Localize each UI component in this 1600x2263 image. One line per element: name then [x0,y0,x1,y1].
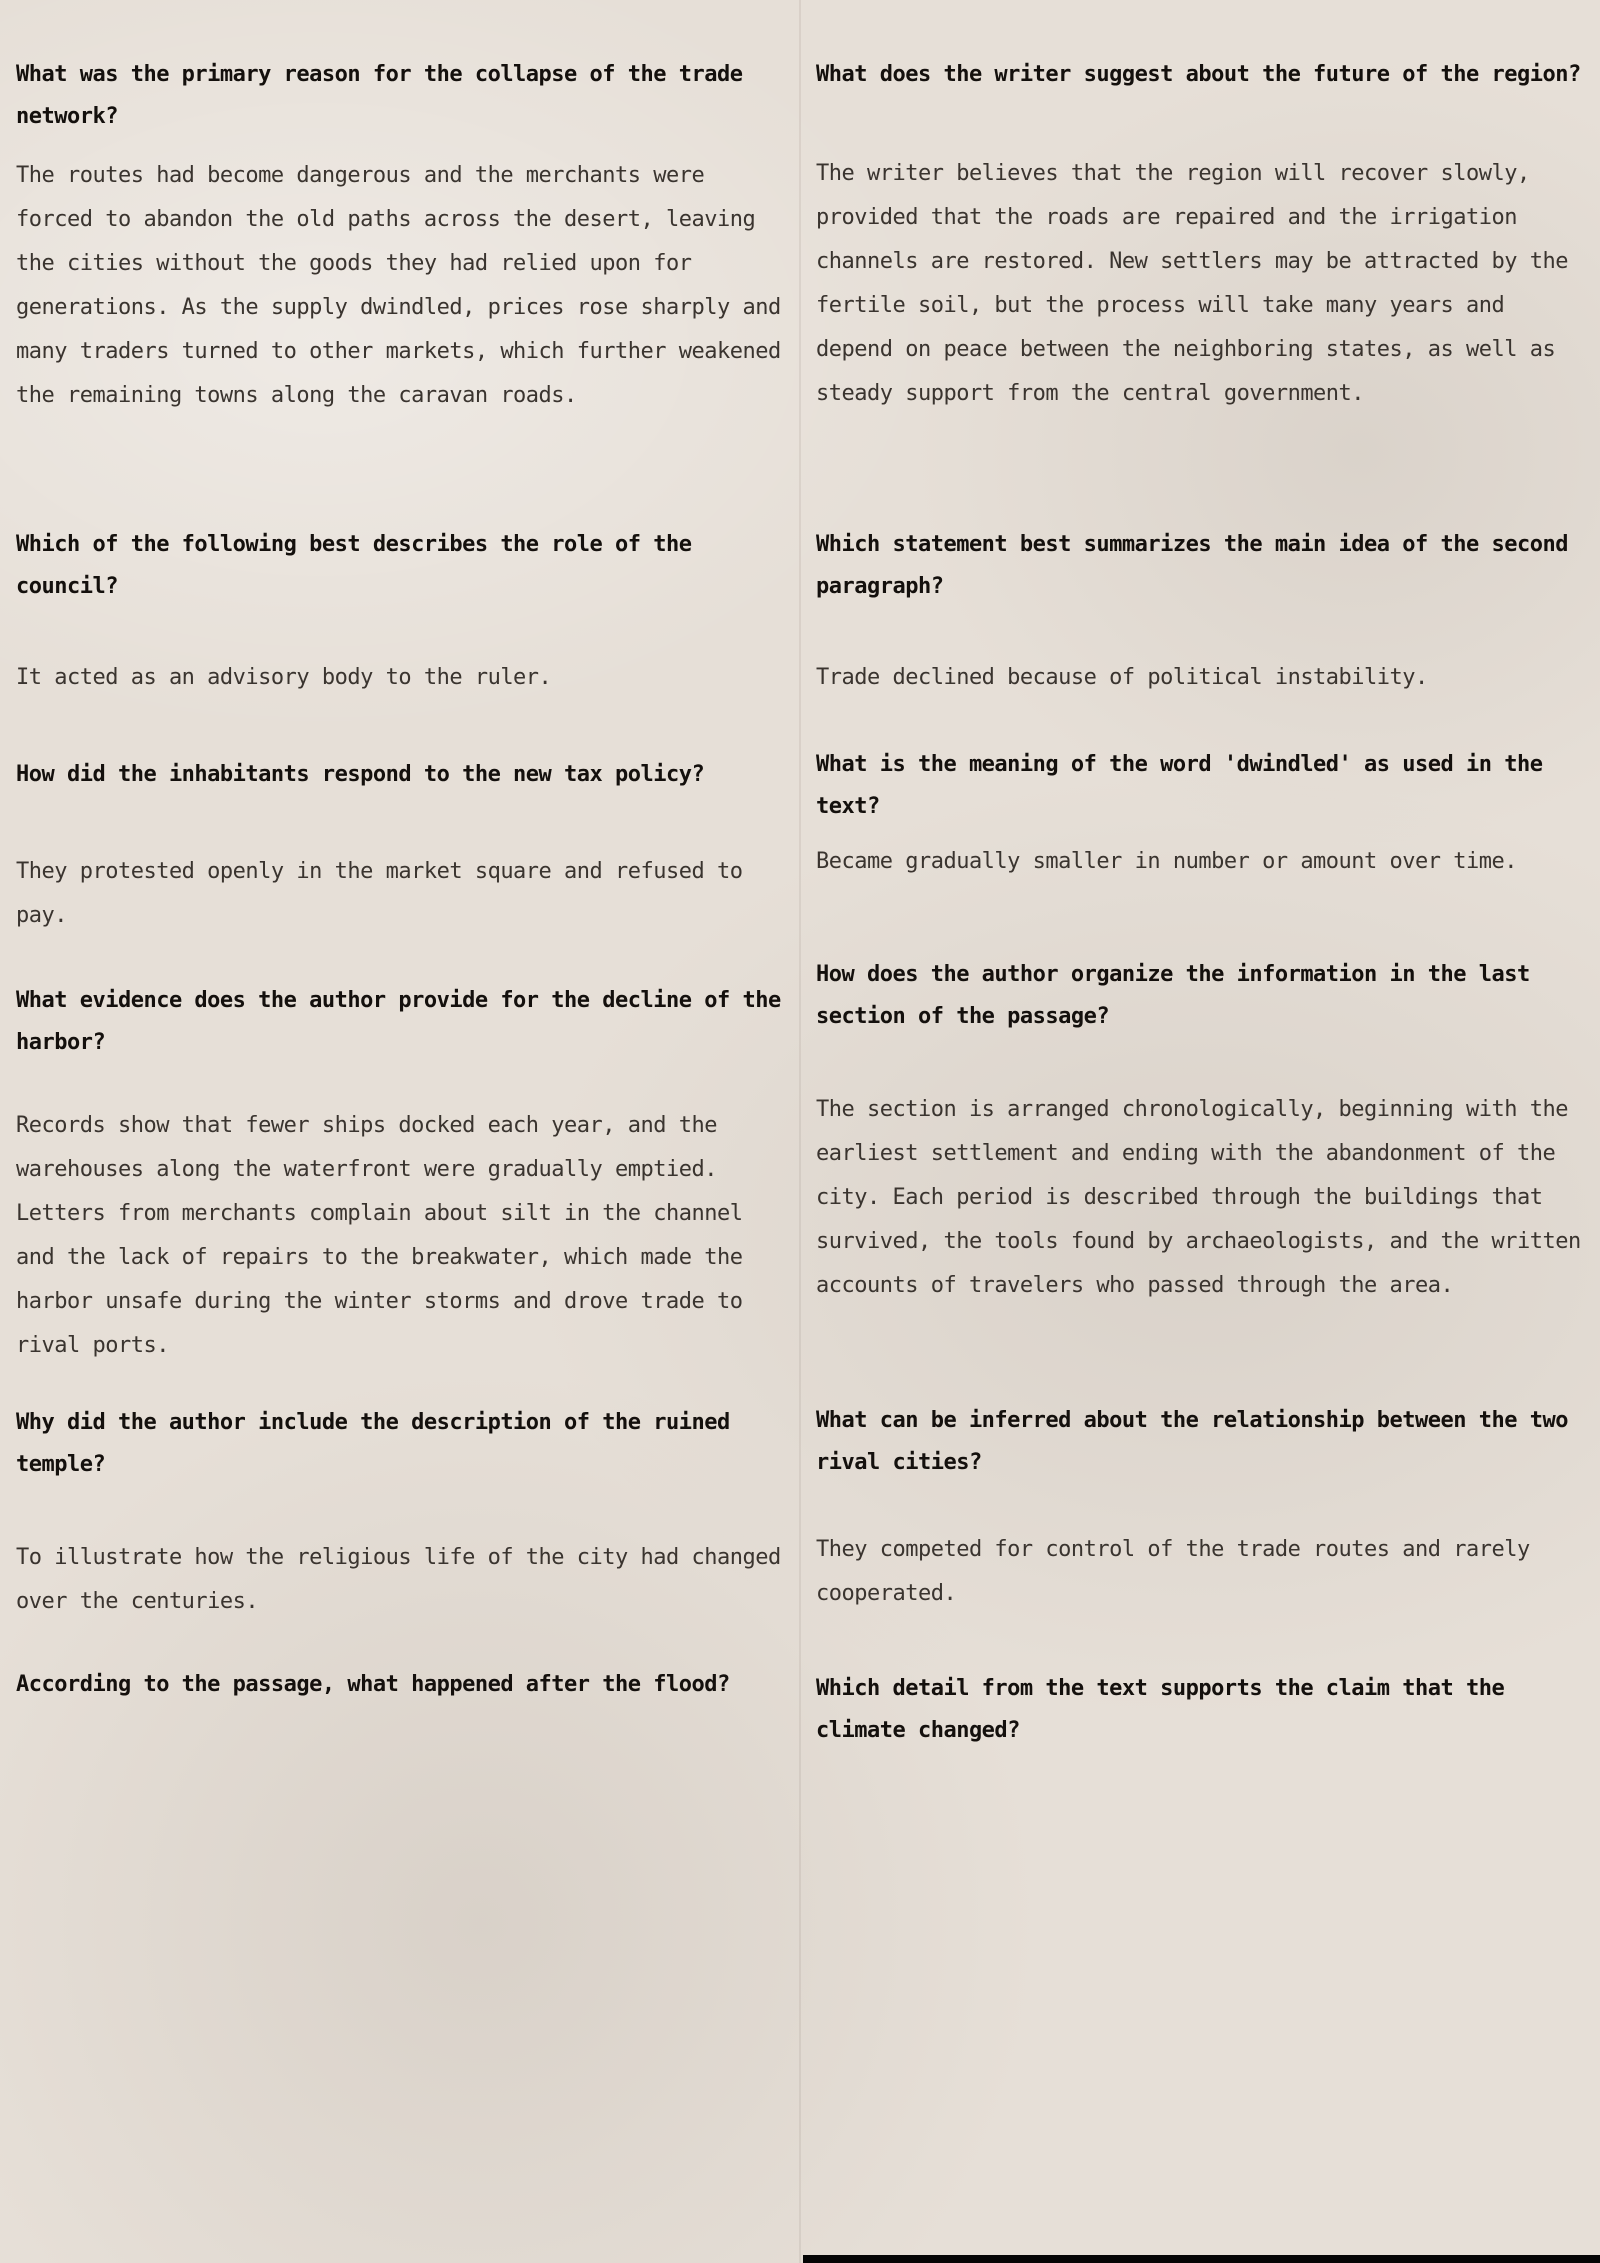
qa-item [16,980,786,1064]
qa-item [816,54,1586,96]
question-text: Why did the author include the description of the ruined temple? [16,1410,730,1477]
qa-item [16,524,786,608]
question-text: Which statement best summarizes the main idea of the second paragraph? [816,532,1568,599]
question-text: What is the meaning of the word 'dwindled' as used in the text? [816,752,1543,819]
answer-text: Records show that fewer ships docked each year, and the warehouses along the waterfront were gradually emptied. Letters from merchants complain about silt in the channel and the lack of repairs to the breakwater, which made the harbor unsafe during the winter storms and drove trade to rival ports. [16,1113,743,1358]
answer-text: They competed for control of the trade routes and rarely cooperated. [816,1537,1530,1606]
qa-item [16,1664,786,1706]
question-text: Which of the following best describes the role of the council? [16,532,692,599]
question-text: How did the inhabitants respond to the new tax policy? [16,762,705,787]
qa-item [816,1400,1586,1484]
answer-text: Trade declined because of political instability. [816,665,1428,690]
qa-item [816,954,1586,1038]
qa-item [816,840,1586,884]
answer-text: To illustrate how the religious life of the city had changed over the centuries. [16,1545,781,1614]
qa-item [16,54,786,138]
answer-text: It acted as an advisory body to the ruler. [16,665,552,690]
question-text: What can be inferred about the relationship between the two rival cities? [816,1408,1568,1475]
bottom-edge-bar [803,2255,1600,2263]
question-text: How does the author organize the information in the last section of the passage? [816,962,1530,1029]
answer-text: Became gradually smaller in number or amount over time. [816,849,1517,874]
answer-text: The section is arranged chronologically, beginning with the earliest settlement and ending with the abandonment of the city. Each period is described through the buildings that survived, the tools found by archaeologists, and the written accounts of travelers who passed through the area. [816,1097,1581,1298]
qa-item [816,1088,1586,1308]
answer-text: They protested openly in the market square and refused to pay. [16,859,743,928]
question-text: According to the passage, what happened after the flood? [16,1672,730,1697]
question-text: What does the writer suggest about the future of the region? [816,62,1581,87]
qa-item [816,152,1586,416]
question-text: What evidence does the author provide for the decline of the harbor? [16,988,781,1055]
qa-item [16,850,786,938]
column-divider [799,0,801,2263]
qa-item [16,154,786,418]
qa-item [16,656,786,700]
qa-item [16,1536,786,1624]
qa-item [816,656,1586,700]
qa-item [816,1528,1586,1616]
question-text: What was the primary reason for the collapse of the trade network? [16,62,743,129]
qa-item [816,524,1586,608]
qa-item [816,1668,1586,1752]
qa-item [816,744,1586,828]
answer-text: The routes had become dangerous and the merchants were forced to abandon the old paths across the desert, leaving the cities without the goods they had relied upon for generations. As the supply dwindled, prices rose sharply and many traders turned to other markets, which further weakened the remaining towns along the caravan roads. [16,163,781,408]
qa-item [16,1402,786,1486]
qa-item [16,754,786,796]
answer-text: The writer believes that the region will recover slowly, provided that the roads are repaired and the irrigation channels are restored. New settlers may be attracted by the fertile soil, but the process will take many years and depend on peace between the neighboring states, as well as steady support from the central government. [816,161,1568,406]
qa-item [16,1104,786,1368]
question-text: Which detail from the text supports the claim that the climate changed? [816,1676,1505,1743]
